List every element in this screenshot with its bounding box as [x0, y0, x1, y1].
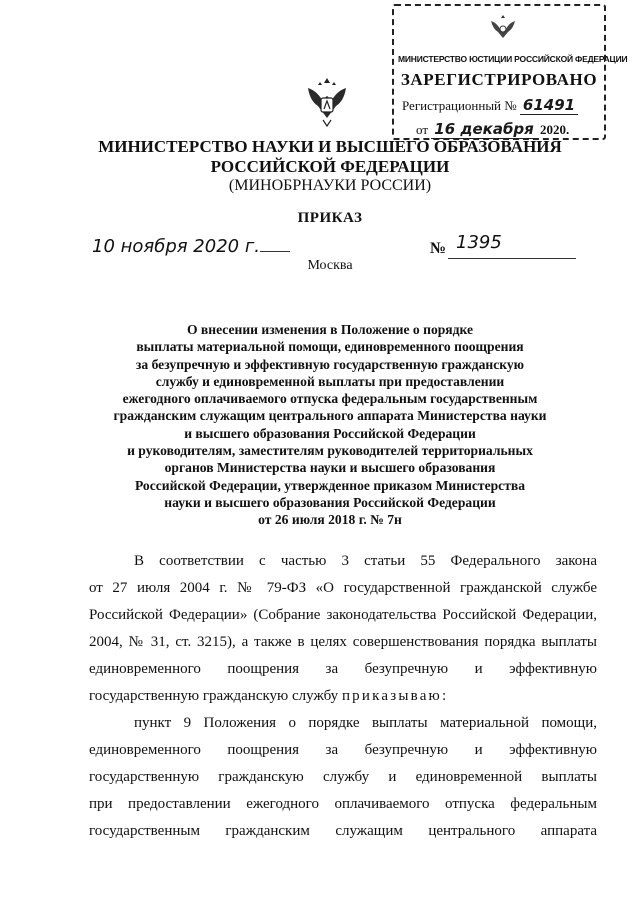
subject-line: за безупречную и эффективную государственную гражданскую: [135, 356, 525, 372]
body-line: В соответствии с частью 3 статьи 55 Федерального закона: [134, 553, 597, 569]
body-line: единовременного поощрения за безупречную и эффективную: [89, 742, 597, 758]
stamp-date-prefix: от: [416, 122, 429, 137]
ministry-short-name: (МИНОБРНАУКИ РОССИИ): [228, 177, 432, 194]
subject-line: Российской Федерации, утвержденное приказом Министерства: [134, 477, 526, 493]
subject-line: службу и единовременной выплаты при предоставлении: [155, 373, 505, 389]
body-line: [89, 688, 597, 705]
order-date-value: 10 ноября 2020 г.: [92, 236, 261, 257]
body-line: Российской Федерации» (Собрание законодательства Российской Федерации,: [89, 607, 597, 623]
stamp-year: 2020.: [540, 122, 570, 137]
body-line: 2004, № 31, ст. 3215), а также в целях совершенствования порядка выплаты: [89, 634, 597, 650]
order-date: [92, 236, 290, 257]
body-line: от 27 июля 2004 г. № 79-ФЗ «О государственной гражданской службе: [89, 580, 597, 596]
subject-line: гражданским служащим центрального аппарата Министерства науки: [113, 408, 547, 424]
order-number: 1395: [456, 232, 502, 253]
ministry-name-line-1: МИНИСТЕРСТВО НАУКИ И ВЫСШЕГО ОБРАЗОВАНИЯ: [98, 137, 562, 156]
subject-line: от 26 июля 2018 г. № 7н: [258, 512, 402, 528]
coat-of-arms-icon: [306, 76, 348, 128]
body-line: при предоставлении ежегодного оплачиваемого отпуска федеральным: [89, 796, 597, 812]
ministry-name-line-2: РОССИЙСКОЙ ФЕДЕРАЦИИ: [210, 157, 450, 176]
stamp-reg-label: Регистрационный №: [402, 98, 517, 113]
stamp-ministry-name: МИНИСТЕРСТВО ЮСТИЦИИ РОССИЙСКОЙ ФЕДЕРАЦИИ: [398, 54, 628, 64]
subject-line: науки и высшего образования Российской Федерации: [164, 494, 496, 510]
body-line: государственную гражданскую службу и единовременной выплаты: [89, 769, 597, 785]
subject-line: О внесении изменения в Положение о порядке: [186, 322, 474, 337]
stamp-reg-number: 61491: [520, 96, 578, 115]
subject-line: ежегодного оплачиваемого отпуска федеральным государственным: [122, 391, 538, 407]
order-subject: [60, 321, 600, 529]
order-title: ПРИКАЗ: [297, 210, 363, 226]
stamp-date: 16 декабря: [431, 120, 537, 139]
subject-line: органов Министерства науки и высшего образования: [164, 460, 496, 476]
body-line: государственным гражданским служащим центрального аппарата: [89, 823, 597, 839]
subject-line: выплаты материальной помощи, единовременного поощрения: [136, 339, 524, 355]
order-verb: приказываю:: [341, 688, 449, 704]
subject-line: и руководителям, заместителям руководителей территориальных: [127, 443, 533, 459]
body-line: пункт 9 Положения о порядке выплаты материальной помощи,: [134, 715, 597, 731]
order-date-underline: [260, 251, 290, 252]
body-line: единовременного поощрения за безупречную и эффективную: [89, 661, 597, 677]
subject-line: и высшего образования Российской Федерации: [184, 425, 476, 441]
eagle-emblem-icon: [488, 12, 518, 42]
body-text: государственную гражданскую службу: [89, 688, 339, 704]
city: Москва: [307, 258, 353, 273]
stamp-registration-line: [402, 96, 578, 115]
order-number-label: №: [430, 240, 447, 257]
stamp-status: ЗАРЕГИСТРИРОВАНО: [400, 70, 598, 89]
registration-stamp: [392, 4, 628, 140]
